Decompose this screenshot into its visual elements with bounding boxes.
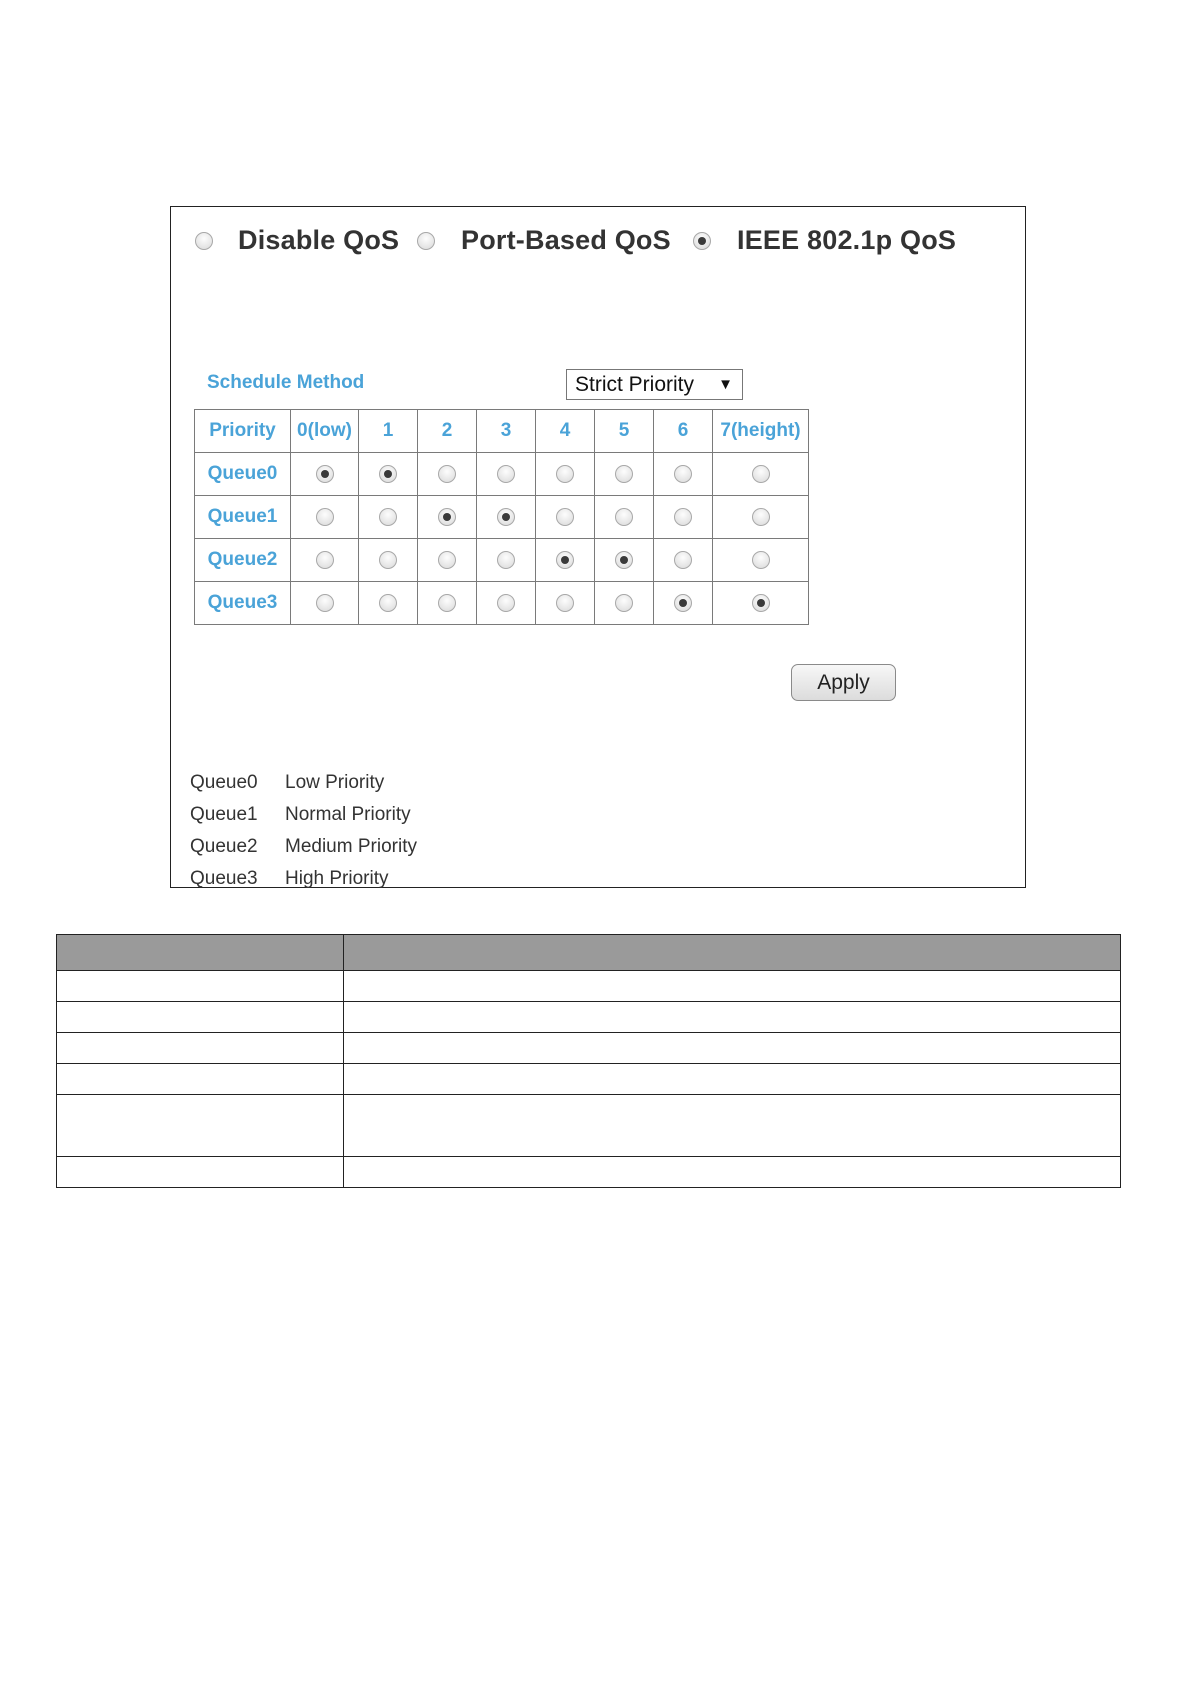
queue-priority-radio[interactable]	[316, 551, 334, 569]
ieee-8021p-qos-label: IEEE 802.1p QoS	[737, 225, 957, 255]
queue-priority-radio[interactable]	[615, 551, 633, 569]
legend-queue: Queue2	[190, 836, 258, 857]
priority-cell	[536, 582, 595, 625]
description-text-cell	[344, 971, 1121, 1002]
priority-col-0: 0(low)	[291, 410, 359, 453]
priority-cell	[291, 539, 359, 582]
description-item-cell	[57, 1157, 344, 1188]
legend-row	[190, 831, 417, 863]
queue-priority-radio[interactable]	[497, 551, 515, 569]
legend-priority: High Priority	[285, 868, 389, 889]
description-row	[57, 1033, 1121, 1064]
priority-cell	[654, 453, 713, 496]
priority-cell	[477, 453, 536, 496]
description-text-cell	[344, 1157, 1121, 1188]
ieee-8021p-qos-option[interactable]	[693, 225, 956, 256]
queue-priority-radio[interactable]	[752, 594, 770, 612]
priority-cell	[713, 582, 809, 625]
queue-priority-radio[interactable]	[438, 551, 456, 569]
description-row	[57, 1157, 1121, 1188]
priority-col-6: 6	[654, 410, 713, 453]
queue-priority-radio[interactable]	[752, 551, 770, 569]
priority-cell	[595, 582, 654, 625]
priority-header-row	[195, 410, 809, 453]
priority-col-5: 5	[595, 410, 654, 453]
schedule-method-select[interactable]	[566, 369, 743, 400]
priority-col-3: 3	[477, 410, 536, 453]
description-table	[56, 934, 1121, 1188]
priority-col-4: 4	[536, 410, 595, 453]
queue-priority-radio[interactable]	[556, 465, 574, 483]
priority-cell	[595, 496, 654, 539]
queue-priority-radio[interactable]	[752, 465, 770, 483]
priority-cell	[418, 496, 477, 539]
description-item-cell	[57, 1064, 344, 1095]
port-based-qos-radio[interactable]	[417, 232, 435, 250]
description-text-cell	[344, 1064, 1121, 1095]
description-header-item	[57, 935, 344, 971]
description-text-cell	[344, 1095, 1121, 1157]
description-text-cell	[344, 1033, 1121, 1064]
legend-queue: Queue1	[190, 804, 258, 825]
queue-priority-radio[interactable]	[438, 508, 456, 526]
disable-qos-radio[interactable]	[195, 232, 213, 250]
queue-priority-radio[interactable]	[674, 508, 692, 526]
priority-cell	[536, 539, 595, 582]
description-row	[57, 1064, 1121, 1095]
disable-qos-option[interactable]	[195, 225, 399, 256]
queue-priority-radio[interactable]	[379, 465, 397, 483]
queue-priority-radio[interactable]	[379, 508, 397, 526]
queue-priority-radio[interactable]	[438, 465, 456, 483]
queue-name: Queue2	[195, 539, 291, 582]
legend-queue: Queue3	[190, 868, 258, 889]
priority-cell	[654, 582, 713, 625]
queue-priority-radio[interactable]	[497, 508, 515, 526]
queue-priority-radio[interactable]	[556, 551, 574, 569]
disable-qos-label: Disable QoS	[238, 225, 400, 255]
qos-settings-panel	[170, 206, 1026, 888]
schedule-method-value: Strict Priority	[575, 373, 695, 396]
queue-name: Queue0	[195, 453, 291, 496]
priority-cell	[477, 582, 536, 625]
description-row	[57, 1095, 1121, 1157]
queue-row	[195, 496, 809, 539]
queue-priority-radio[interactable]	[556, 594, 574, 612]
legend-row	[190, 863, 417, 895]
priority-cell	[418, 539, 477, 582]
queue-priority-radio[interactable]	[674, 465, 692, 483]
queue-name: Queue3	[195, 582, 291, 625]
description-text-cell	[344, 1002, 1121, 1033]
qos-mode-group	[171, 225, 1025, 265]
queue-priority-radio[interactable]	[752, 508, 770, 526]
dropdown-arrow-icon: ▼	[718, 376, 733, 393]
priority-cell	[654, 539, 713, 582]
priority-cell	[477, 496, 536, 539]
queue-priority-radio[interactable]	[316, 594, 334, 612]
schedule-method-label: Schedule Method	[207, 372, 365, 393]
queue-priority-radio[interactable]	[316, 465, 334, 483]
queue-legend	[190, 767, 417, 895]
priority-header: Priority	[195, 410, 291, 453]
queue-priority-radio[interactable]	[379, 551, 397, 569]
priority-cell	[654, 496, 713, 539]
queue-priority-radio[interactable]	[615, 465, 633, 483]
legend-priority: Low Priority	[285, 772, 385, 793]
queue-priority-radio[interactable]	[674, 551, 692, 569]
description-row	[57, 1002, 1121, 1033]
queue-row	[195, 539, 809, 582]
legend-priority: Medium Priority	[285, 836, 417, 857]
queue-row	[195, 582, 809, 625]
priority-cell	[536, 453, 595, 496]
description-row	[57, 971, 1121, 1002]
priority-cell	[291, 496, 359, 539]
priority-col-1: 1	[359, 410, 418, 453]
queue-priority-radio[interactable]	[615, 508, 633, 526]
description-item-cell	[57, 1033, 344, 1064]
priority-cell	[418, 582, 477, 625]
priority-cell	[477, 539, 536, 582]
port-based-qos-label: Port-Based QoS	[461, 225, 671, 255]
priority-cell	[359, 539, 418, 582]
queue-priority-radio[interactable]	[497, 465, 515, 483]
apply-button[interactable]: Apply	[791, 664, 896, 701]
description-item-cell	[57, 1095, 344, 1157]
priority-cell	[595, 539, 654, 582]
queue-row	[195, 453, 809, 496]
port-based-qos-option[interactable]	[417, 225, 671, 256]
priority-cell	[595, 453, 654, 496]
description-item-cell	[57, 1002, 344, 1033]
description-header-row	[57, 935, 1121, 971]
legend-priority: Normal Priority	[285, 804, 411, 825]
queue-priority-radio[interactable]	[497, 594, 515, 612]
priority-col-2: 2	[418, 410, 477, 453]
queue-priority-radio[interactable]	[615, 594, 633, 612]
queue-priority-radio[interactable]	[556, 508, 574, 526]
priority-cell	[713, 496, 809, 539]
priority-cell	[536, 496, 595, 539]
priority-cell	[359, 496, 418, 539]
priority-cell	[713, 453, 809, 496]
priority-cell	[359, 582, 418, 625]
queue-priority-radio[interactable]	[316, 508, 334, 526]
priority-cell	[291, 582, 359, 625]
legend-queue: Queue0	[190, 772, 258, 793]
priority-col-7: 7(height)	[713, 410, 809, 453]
description-header-description	[344, 935, 1121, 971]
ieee-8021p-qos-radio[interactable]	[693, 232, 711, 250]
queue-priority-radio[interactable]	[438, 594, 456, 612]
queue-name: Queue1	[195, 496, 291, 539]
priority-cell	[713, 539, 809, 582]
description-item-cell	[57, 971, 344, 1002]
legend-row	[190, 767, 417, 799]
priority-cell	[291, 453, 359, 496]
priority-cell	[359, 453, 418, 496]
legend-row	[190, 799, 417, 831]
queue-priority-radio[interactable]	[674, 594, 692, 612]
priority-queue-table	[194, 409, 809, 625]
queue-priority-radio[interactable]	[379, 594, 397, 612]
priority-cell	[418, 453, 477, 496]
